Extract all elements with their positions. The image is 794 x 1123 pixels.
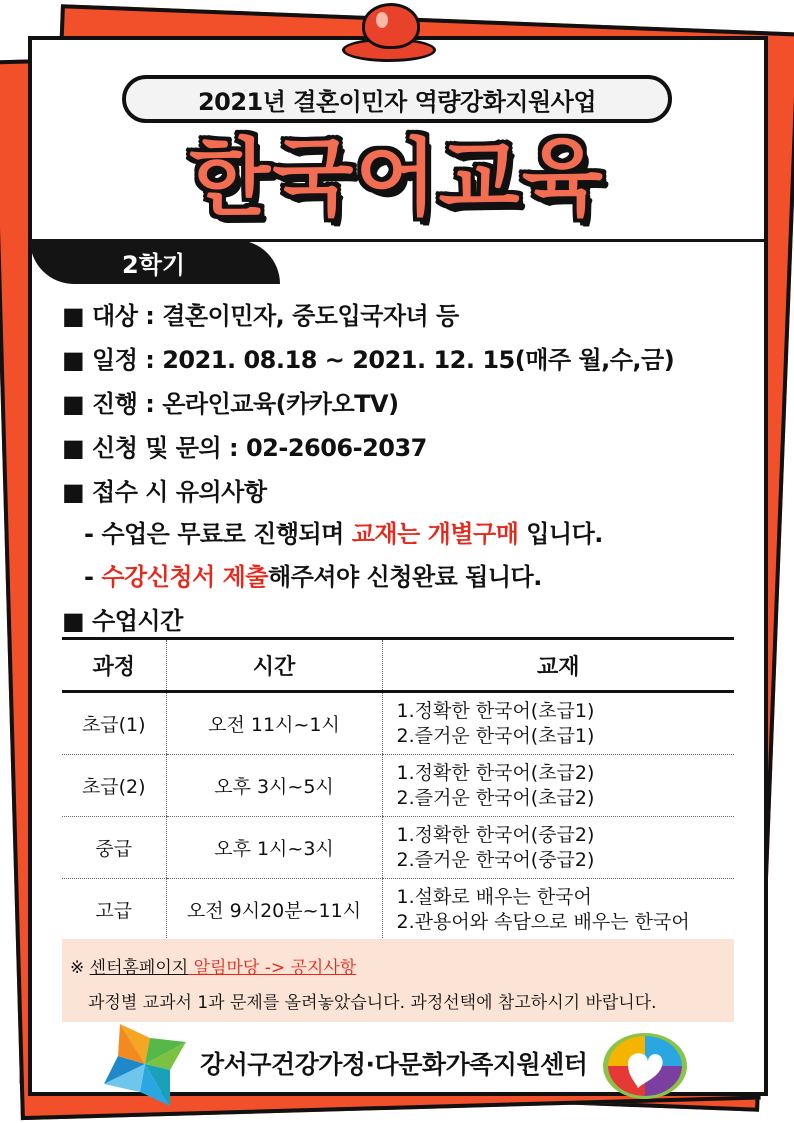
notice-box <box>62 939 734 1022</box>
notice-link-line <box>70 953 356 978</box>
note-1-text: - 수업은 무료로 진행되며 <box>84 520 352 548</box>
table-row <box>62 692 734 755</box>
notice-mark: ※ <box>70 958 90 978</box>
book-1: 1.설화로 배우는 한국어 <box>396 885 592 908</box>
book-2: 2.관용어와 속담으로 배우는 한국어 <box>396 910 690 933</box>
book-cell <box>382 817 734 879</box>
table-header-row <box>62 639 734 692</box>
center-logo-icon <box>600 1030 690 1102</box>
table-row <box>62 879 734 942</box>
col-header-time: 시간 <box>166 639 382 692</box>
schedule-table <box>62 637 734 943</box>
note-1-tail: 입니다. <box>518 520 603 548</box>
notice-board-link[interactable]: 알림마당 -> 공지사항 <box>188 958 357 978</box>
homepage-link[interactable]: 센터홈페이지 <box>89 958 189 978</box>
info-target: ■ 대상 : 결혼이민자, 중도입국자녀 등 <box>62 302 459 330</box>
col-header-book: 교재 <box>382 639 734 692</box>
info-contact: ■ 신청 및 문의 : 02-2606-2037 <box>62 434 427 462</box>
note-1-highlight: 교재는 개별구매 <box>351 520 519 548</box>
note-2-highlight: 수강신청서 제출 <box>101 563 268 591</box>
book-2: 2.즐거운 한국어(초급2) <box>396 786 595 809</box>
course-cell: 초급(1) <box>62 692 166 755</box>
note-2-text: 해주셔야 신청완료 됩니다. <box>267 563 542 591</box>
page-title: 한국어교육 <box>189 129 605 227</box>
pinwheel-logo-icon <box>100 1020 190 1108</box>
note-2 <box>84 557 542 592</box>
notice-body: 과정별 교과서 1과 문제를 올려놓았습니다. 과정선택에 참고하시기 바랍니다. <box>88 993 657 1013</box>
book-cell <box>382 692 734 755</box>
book-1: 1.정확한 한국어(초급1) <box>396 699 595 722</box>
program-subtitle: 2021년 결혼이민자 역량강화지원사업 <box>122 75 672 123</box>
time-cell: 오전 9시20분~11시 <box>166 879 382 942</box>
book-cell <box>382 755 734 817</box>
book-2: 2.즐거운 한국어(초급1) <box>396 724 595 747</box>
book-1: 1.정확한 한국어(중급2) <box>396 823 595 846</box>
semester-tab: 2학기 <box>30 240 280 284</box>
course-cell: 고급 <box>62 879 166 942</box>
time-cell: 오후 3시~5시 <box>166 755 382 817</box>
info-schedule: ■ 일정 : 2021. 08.18 ~ 2021. 12. 15(매주 월,수,금) <box>62 346 675 374</box>
book-2: 2.즐거운 한국어(중급2) <box>396 848 595 871</box>
course-cell: 중급 <box>62 817 166 879</box>
table-row <box>62 755 734 817</box>
class-time-heading: ■ 수업시간 <box>62 607 183 635</box>
time-cell: 오후 1시~3시 <box>166 817 382 879</box>
book-1: 1.정확한 한국어(초급2) <box>396 761 595 784</box>
info-method: ■ 진행 : 온라인교육(카카오TV) <box>62 390 399 418</box>
book-cell <box>382 879 734 942</box>
organization-name: 강서구건강가정·다문화가족지원센터 <box>200 1050 588 1079</box>
note-1 <box>84 514 603 549</box>
note-2-dash: - <box>84 563 102 591</box>
time-cell: 오전 11시~1시 <box>166 692 382 755</box>
course-cell: 초급(2) <box>62 755 166 817</box>
notes-heading: ■ 접수 시 유의사항 <box>62 478 267 506</box>
table-row <box>62 817 734 879</box>
col-header-course: 과정 <box>62 639 166 692</box>
